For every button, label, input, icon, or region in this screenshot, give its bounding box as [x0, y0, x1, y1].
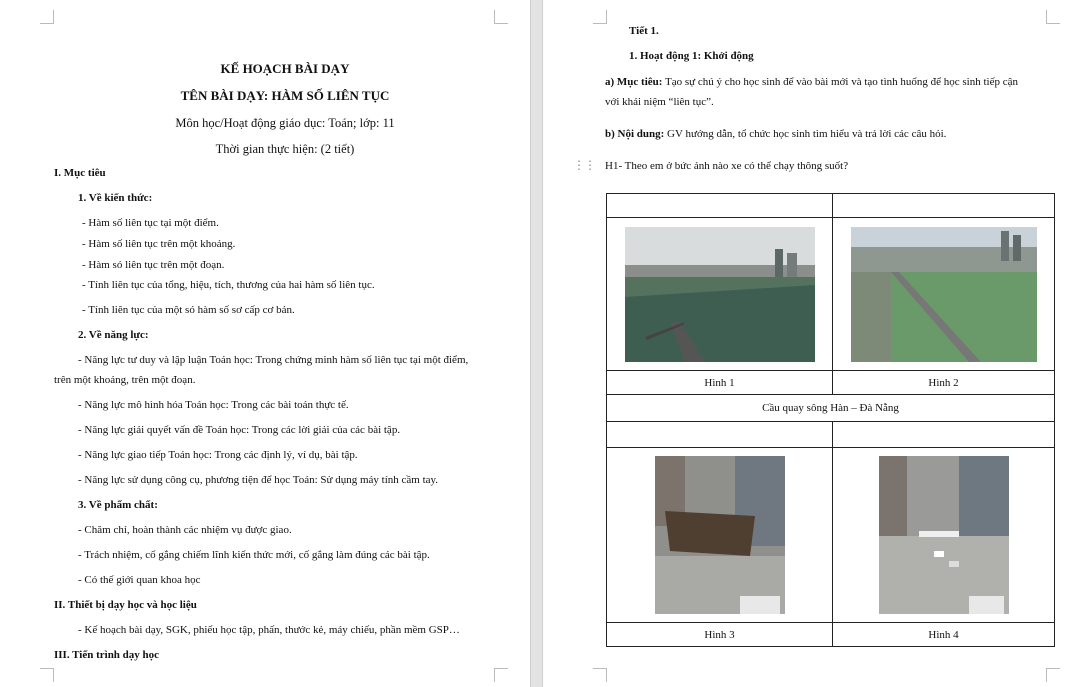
- list-item: - Năng lực mô hình hóa Toán học: Trong các bài toán thực tế.: [78, 399, 349, 411]
- subsection-heading: 2. Về năng lực:: [78, 329, 149, 341]
- list-item: - Tính liên tục của tổng, hiệu, tích, thương của hai hàm số liên tục.: [82, 279, 375, 291]
- margin-corner: [494, 668, 508, 682]
- bridge-photo-1: [625, 227, 815, 362]
- content-label: b) Nội dung:: [605, 128, 665, 140]
- margin-corner: [40, 10, 54, 24]
- bridge-photo-2: [851, 227, 1037, 362]
- table-cell[interactable]: [607, 422, 833, 448]
- list-item: - Hàm số liên tục tại một điểm.: [82, 217, 219, 229]
- lesson-label: Tiết 1.: [629, 25, 659, 37]
- document-page-1[interactable]: [0, 0, 530, 687]
- goal-paragraph: [605, 76, 1018, 88]
- figure-caption: Hình 4: [928, 628, 959, 641]
- document-page-2[interactable]: [543, 0, 1067, 687]
- figure-caption: Hình 1: [704, 376, 735, 389]
- table-cell[interactable]: [833, 218, 1055, 371]
- table-cell[interactable]: [607, 194, 833, 218]
- intersection-photo-4: [879, 456, 1009, 614]
- list-item-cont: trên một khoảng, trên một đoạn.: [54, 374, 196, 386]
- margin-corner: [40, 668, 54, 682]
- list-item: - Có thế giới quan khoa học: [78, 574, 201, 586]
- sinkhole-photo-3: [655, 456, 785, 614]
- list-item: - Trách nhiệm, cố gắng chiếm lĩnh kiến thức mới, cố gắng làm đúng các bài tập.: [78, 549, 430, 561]
- goal-label: a) Mục tiêu:: [605, 76, 663, 88]
- section-heading: III. Tiến trình dạy học: [54, 649, 160, 661]
- content-text: GV hướng dẫn, tổ chức học sinh tìm hiểu và trả lời các câu hỏi.: [664, 128, 947, 140]
- question-text: H1- Theo em ở bức ảnh nào xe có thể chạy thông suốt?: [605, 160, 849, 172]
- duration-line: Thời gian thực hiện: (2 tiết): [215, 142, 355, 156]
- goal-text-cont: với khái niệm “liên tục”.: [605, 96, 714, 108]
- table-cell[interactable]: [607, 371, 833, 395]
- subsection-heading: 1. Về kiến thức:: [78, 192, 153, 204]
- figure-caption: Hình 3: [704, 628, 735, 641]
- list-item: - Chăm chỉ, hoàn thành các nhiệm vụ được giao.: [78, 524, 292, 536]
- doc-title: KẾ HOẠCH BÀI DẠY: [220, 61, 350, 76]
- margin-corner: [494, 10, 508, 24]
- margin-corner: [593, 668, 607, 682]
- margin-corner: [1046, 10, 1060, 24]
- subsection-heading: 3. Về phẩm chất:: [78, 499, 158, 511]
- list-item: - Hàm só liên tục trên một đoạn.: [82, 259, 225, 271]
- section-heading: I. Mục tiêu: [54, 167, 106, 179]
- table-cell[interactable]: [607, 395, 1055, 422]
- table-cell[interactable]: [833, 422, 1055, 448]
- table-cell[interactable]: [607, 218, 833, 371]
- list-item: - Năng lực giải quyết vấn đề Toán học: Trong các lời giải của các bài tập.: [78, 424, 401, 436]
- image-table: [606, 193, 1055, 647]
- goal-text: Tạo sự chú ý cho học sinh để vào bài mới và tạo tình huống để học sinh tiếp cận: [662, 76, 1018, 88]
- table-cell[interactable]: [833, 448, 1055, 623]
- table-cell[interactable]: [833, 623, 1055, 647]
- margin-corner: [593, 10, 607, 24]
- list-item: - Hàm số liên tục trên một khoảng.: [82, 238, 236, 250]
- figure-caption: Hình 2: [928, 376, 959, 389]
- content-paragraph: [605, 128, 946, 140]
- list-item: - Năng lực tư duy và lập luận Toán học: Trong chứng minh hàm số liên tục tại một điểm,: [78, 354, 469, 366]
- table-cell[interactable]: [607, 448, 833, 623]
- subject-line: Môn học/Hoạt động giáo dục: Toán; lớp: 11: [175, 116, 395, 130]
- list-item: - Năng lực sử dụng công cụ, phương tiện để học Toán: Sử dụng máy tính cầm tay.: [78, 474, 439, 486]
- section-heading: II. Thiết bị dạy học và học liệu: [54, 599, 197, 611]
- table-cell[interactable]: [833, 194, 1055, 218]
- table-cell[interactable]: [833, 371, 1055, 395]
- list-item: - Tính liên tục của một só hàm số sơ cấp cơ bản.: [82, 304, 295, 316]
- table-cell[interactable]: [607, 623, 833, 647]
- list-item: - Kế hoạch bài dạy, SGK, phiếu học tập, phấn, thước kẻ, máy chiếu, phần mềm GSP…: [78, 624, 460, 636]
- lesson-title: TÊN BÀI DẠY: HÀM SỐ LIÊN TỤC: [180, 88, 390, 103]
- list-item: - Năng lực giao tiếp Toán học: Trong các định lý, ví dụ, bài tập.: [78, 449, 358, 461]
- activity-heading: 1. Hoạt động 1: Khởi động: [629, 50, 754, 62]
- drag-handle-icon[interactable]: ⋮⋮: [573, 158, 595, 172]
- merged-caption: Cầu quay sông Hàn – Đà Nẵng: [762, 402, 899, 414]
- margin-corner: [1046, 668, 1060, 682]
